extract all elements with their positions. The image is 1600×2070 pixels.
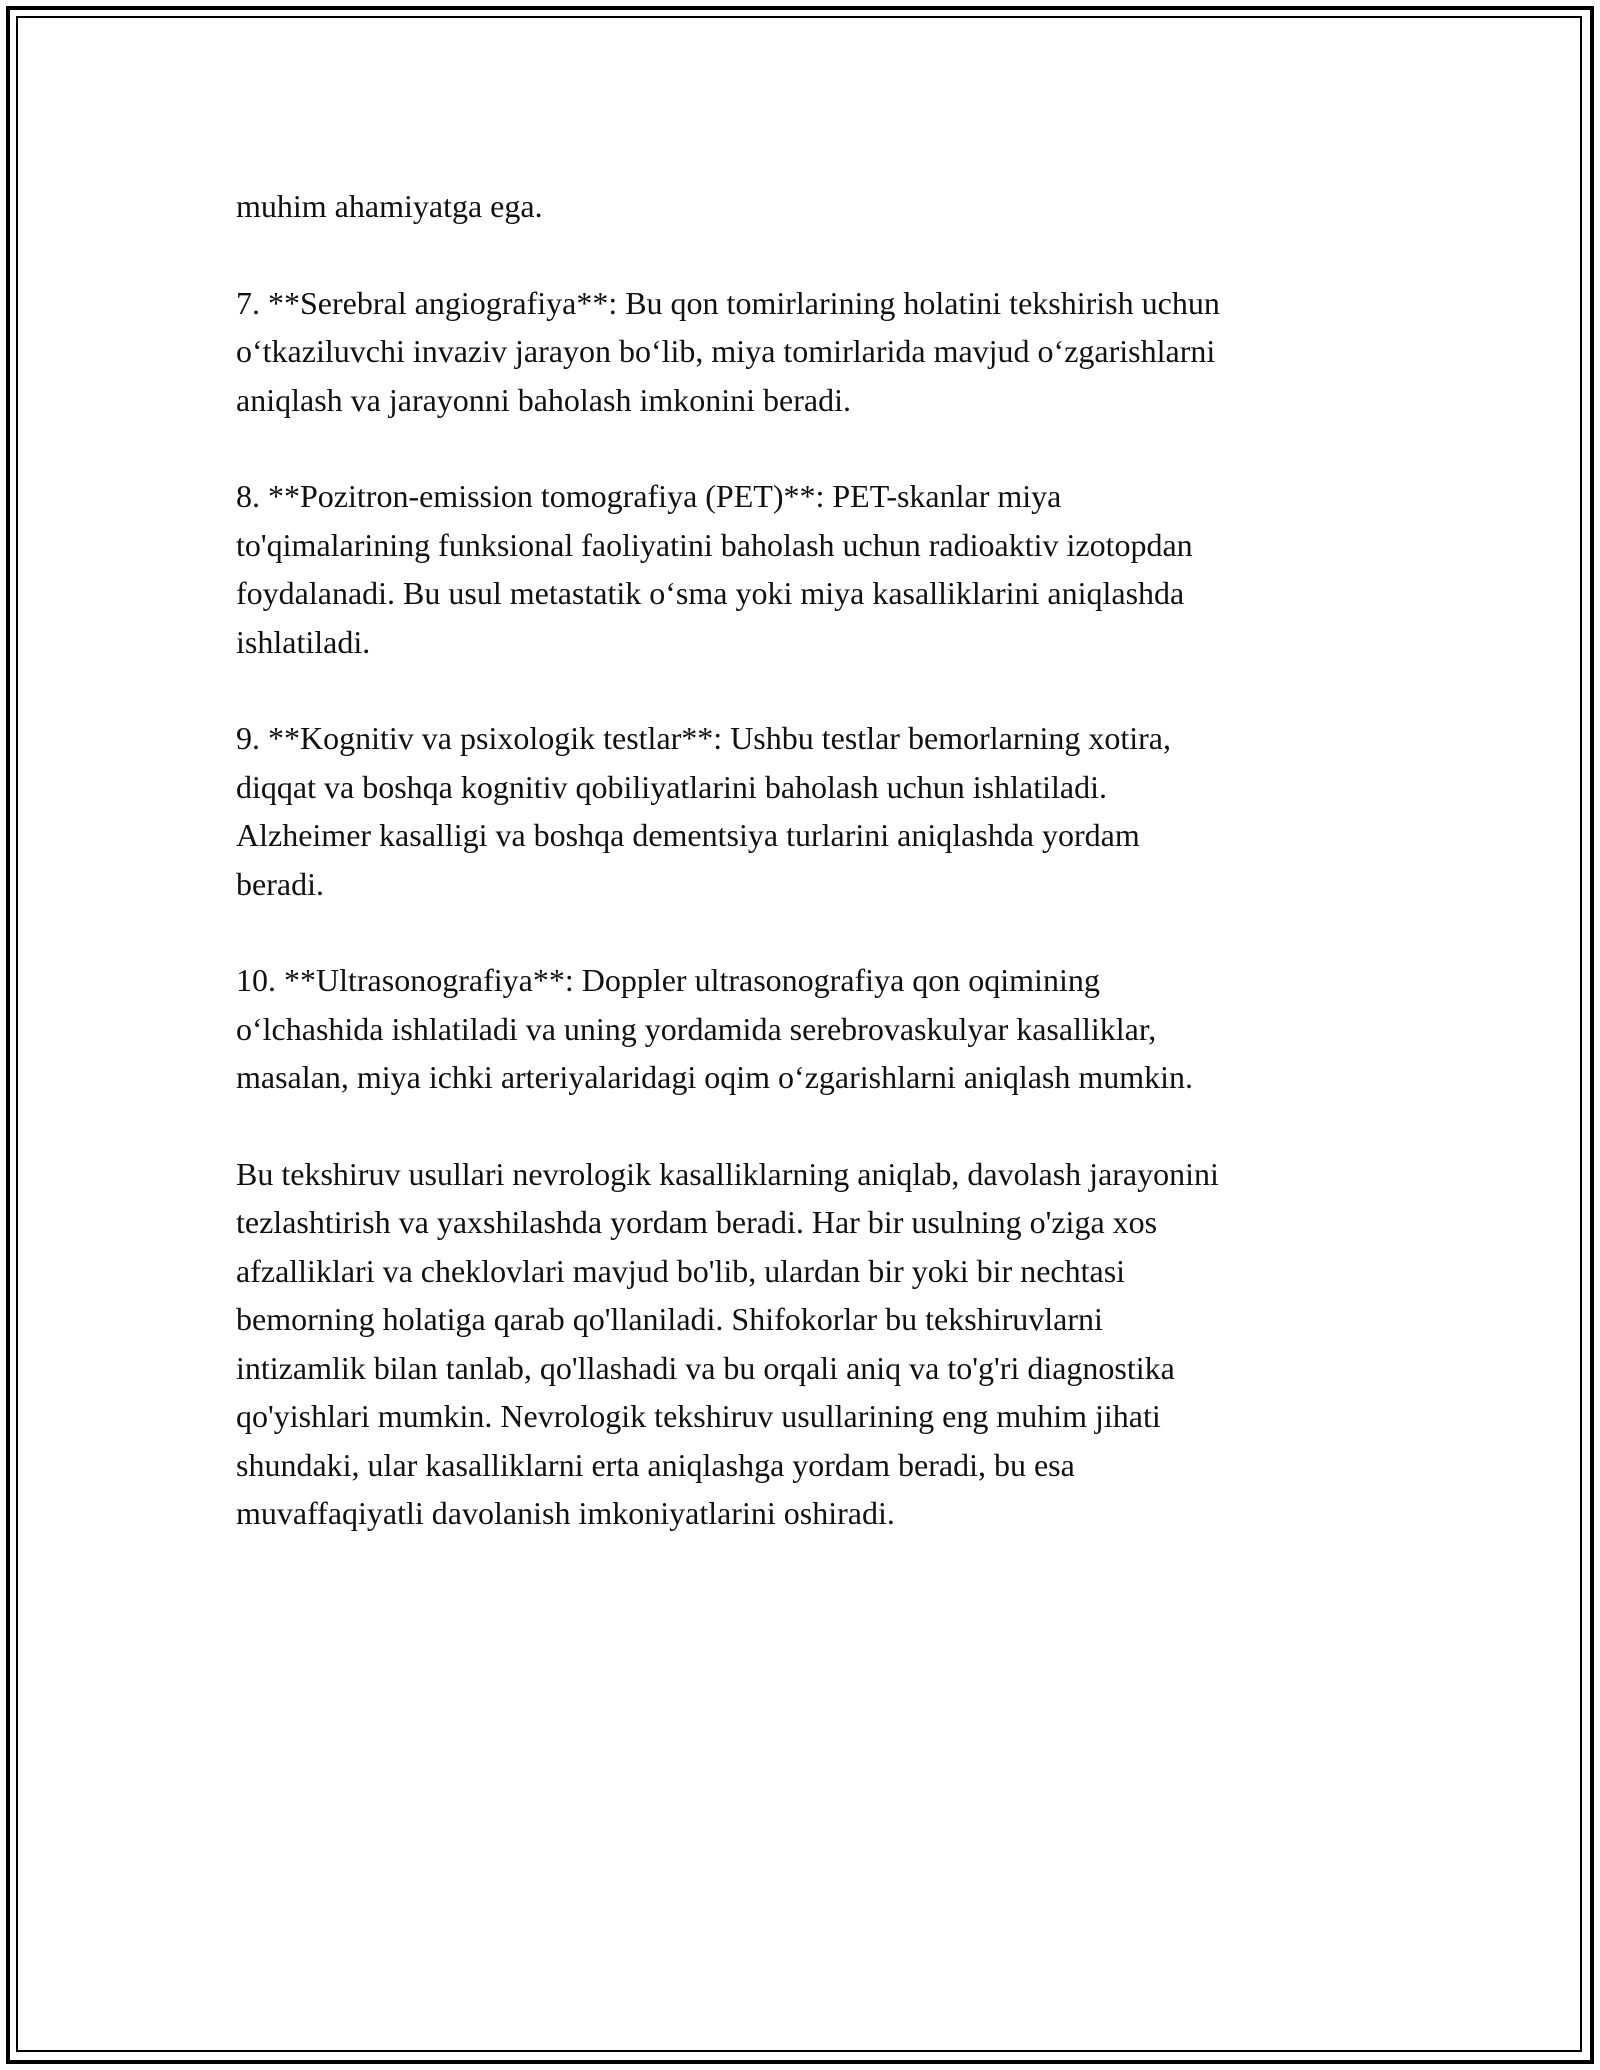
paragraph-continuation: muhim ahamiyatga ega. (236, 188, 543, 224)
paragraph-serebral-angiografiya: 7. **Serebral angiografiya**: Bu qon tomirlarining holatini tekshirish uchun o‘tkaziluvchi invaziv jarayon bo‘lib, miya tomirlarida mavjud o‘zgarishlarni aniqlash va jarayonni baholash imkonini beradi. (236, 284, 1220, 418)
paragraph-pet: 8. **Pozitron-emission tomografiya (PET)**: PET-skanlar miya to'qimalarining funksional faoliyatini baholash uchun radioaktiv izotopdan foydalanadi. Bu usul metastatik o‘sma yoki miya kasalliklarini aniqlashda ishlatiladi. (236, 478, 1193, 660)
paragraph-ultrasonografiya: 10. **Ultrasonografiya**: Doppler ultrasonografiya qon oqimining o‘lchashida ishlatiladi va uning yordamida serebrovaskulyar kasalliklar, masalan, miya ichki arteriyalaridagi oqim o‘zgarishlarni aniqlash mumkin. (236, 962, 1194, 1095)
document-body (236, 182, 1376, 1586)
paragraph-kognitiv-testlar: 9. **Kognitiv va psixologik testlar**: Ushbu testlar bemorlarning xotira, diqqat va boshqa kognitiv qobiliyatlarini baholash uchun ishlatiladi. Alzheimer kasalligi va boshqa dementsiya turlarini aniqlashda yordam beradi. (236, 720, 1171, 902)
paragraph-conclusion: Bu tekshiruv usullari nevrologik kasalliklarning aniqlab, davolash jarayonini tezlashtirish va yaxshilashda yordam beradi. Har bir usulning o'ziga xos afzalliklari va cheklovlari mavjud bo'lib, ulardan bir yoki bir nechtasi bemorning holatiga qarab qo'llaniladi. Shifokorlar bu tekshiruvlarni intizamlik bilan tanlab, qo'llashadi va bu orqali aniq va to'g'ri diagnostika qo'yishlari mumkin. Nevrologik tekshiruv usullarining eng muhim jihati shundaki, ular kasalliklarni erta aniqlashga yordam beradi, bu esa muvaffaqiyatli davolanish imkoniyatlarini oshiradi. (236, 1155, 1219, 1531)
